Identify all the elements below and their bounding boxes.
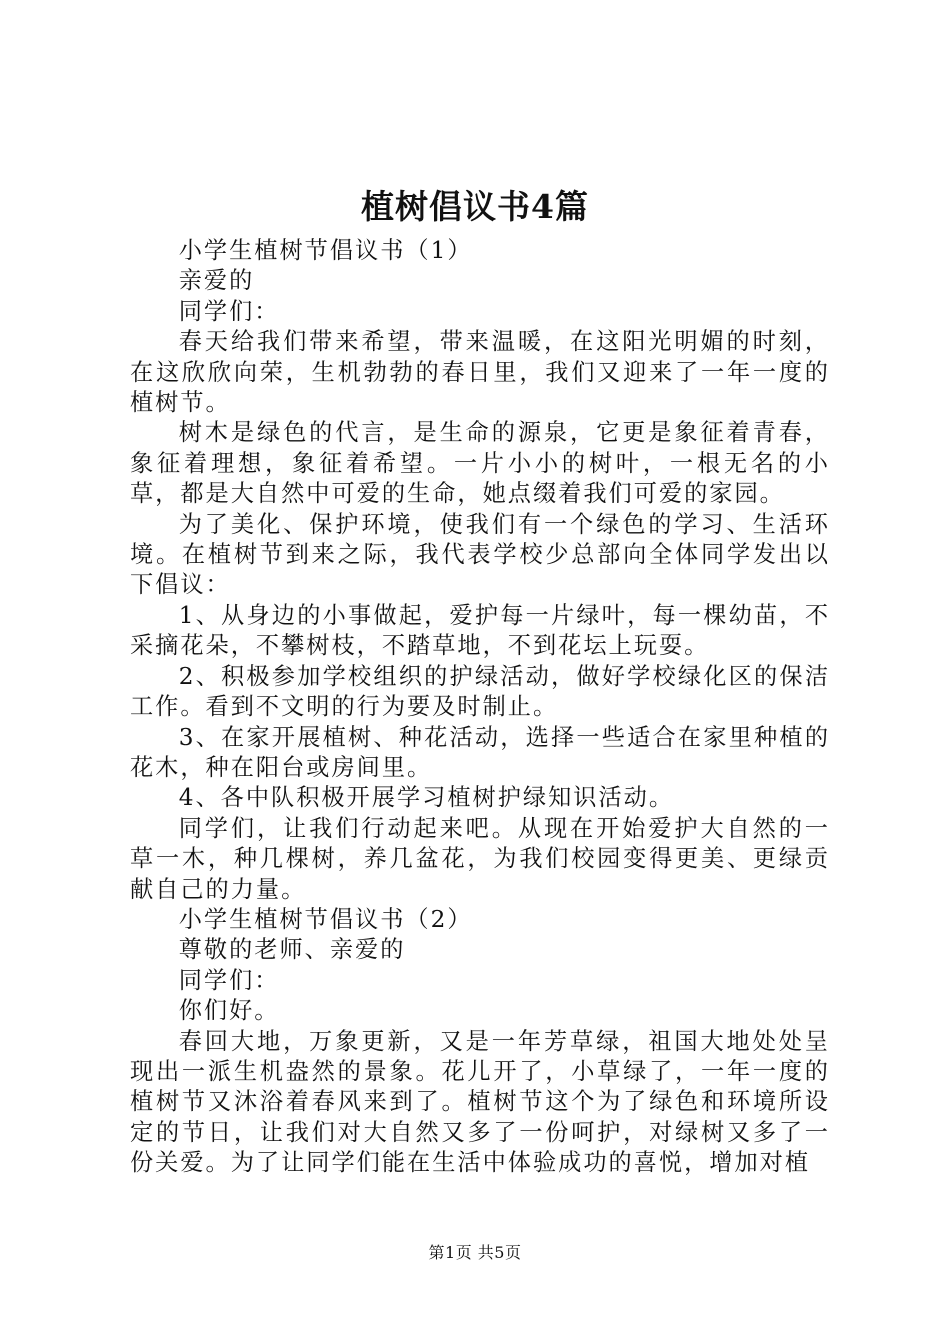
- document-title: 植树倡议书4篇: [361, 187, 589, 226]
- paragraph: 亲爱的: [178, 267, 255, 295]
- paragraph: 4、各中队积极开展学习植树护绿知识活动。: [178, 784, 675, 812]
- paragraph: 1、从身边的小事做起，爱护每一片绿叶，每一棵幼苗，不采摘花朵，不攀树枝，不踏草地，不到花坛上玩耍。: [130, 601, 830, 660]
- paragraph: 你们好。: [178, 997, 280, 1025]
- paragraph: 树木是绿色的代言，是生命的源泉，它更是象征着青春，象征着理想，象征着希望。一片小小的树叶，一根无名的小草，都是大自然中可爱的生命，她点缀着我们可爱的家园。: [130, 419, 830, 508]
- paragraph: 同学们：: [178, 966, 280, 994]
- paragraph: 春回大地，万象更新，又是一年芳草绿，祖国大地处处呈现出一派生机盎然的景象。花儿开了，小草绿了，一年一度的植树节又沐浴着春风来到了。植树节这个为了绿色和环境所设定的节日，让我们对大自然又多了一份呵护，对绿树又多了一份关爱。为了让同学们能在生活中体验成功的喜悦，增加对植: [130, 1027, 830, 1177]
- paragraph: 小学生植树节倡议书（2）: [178, 905, 473, 933]
- paragraph: 2、积极参加学校组织的护绿活动，做好学校绿化区的保洁工作。看到不文明的行为要及时制止。: [130, 662, 830, 721]
- document-body: [130, 236, 830, 1179]
- paragraph: 春天给我们带来希望，带来温暖，在这阳光明媚的时刻，在这欣欣向荣，生机勃勃的春日里，我们又迎来了一年一度的植树节。: [130, 328, 830, 417]
- paragraph: 同学们，让我们行动起来吧。从现在开始爱护大自然的一草一木，种几棵树，养几盆花，为我们校园变得更美、更绿贡献自己的力量。: [130, 814, 830, 903]
- paragraph: 3、在家开展植树、种花活动，选择一些适合在家里种植的花木，种在阳台或房间里。: [130, 723, 830, 781]
- paragraph: 同学们：: [178, 297, 280, 325]
- paragraph: 小学生植树节倡议书（1）: [178, 237, 473, 264]
- paragraph: 为了美化、保护环境，使我们有一个绿色的学习、生活环境。在植树节到来之际，我代表学校少总部向全体同学发出以下倡议：: [130, 510, 830, 599]
- paragraph: 尊敬的老师、亲爱的: [178, 936, 406, 964]
- page-footer: 第1页 共5页: [428, 1243, 522, 1262]
